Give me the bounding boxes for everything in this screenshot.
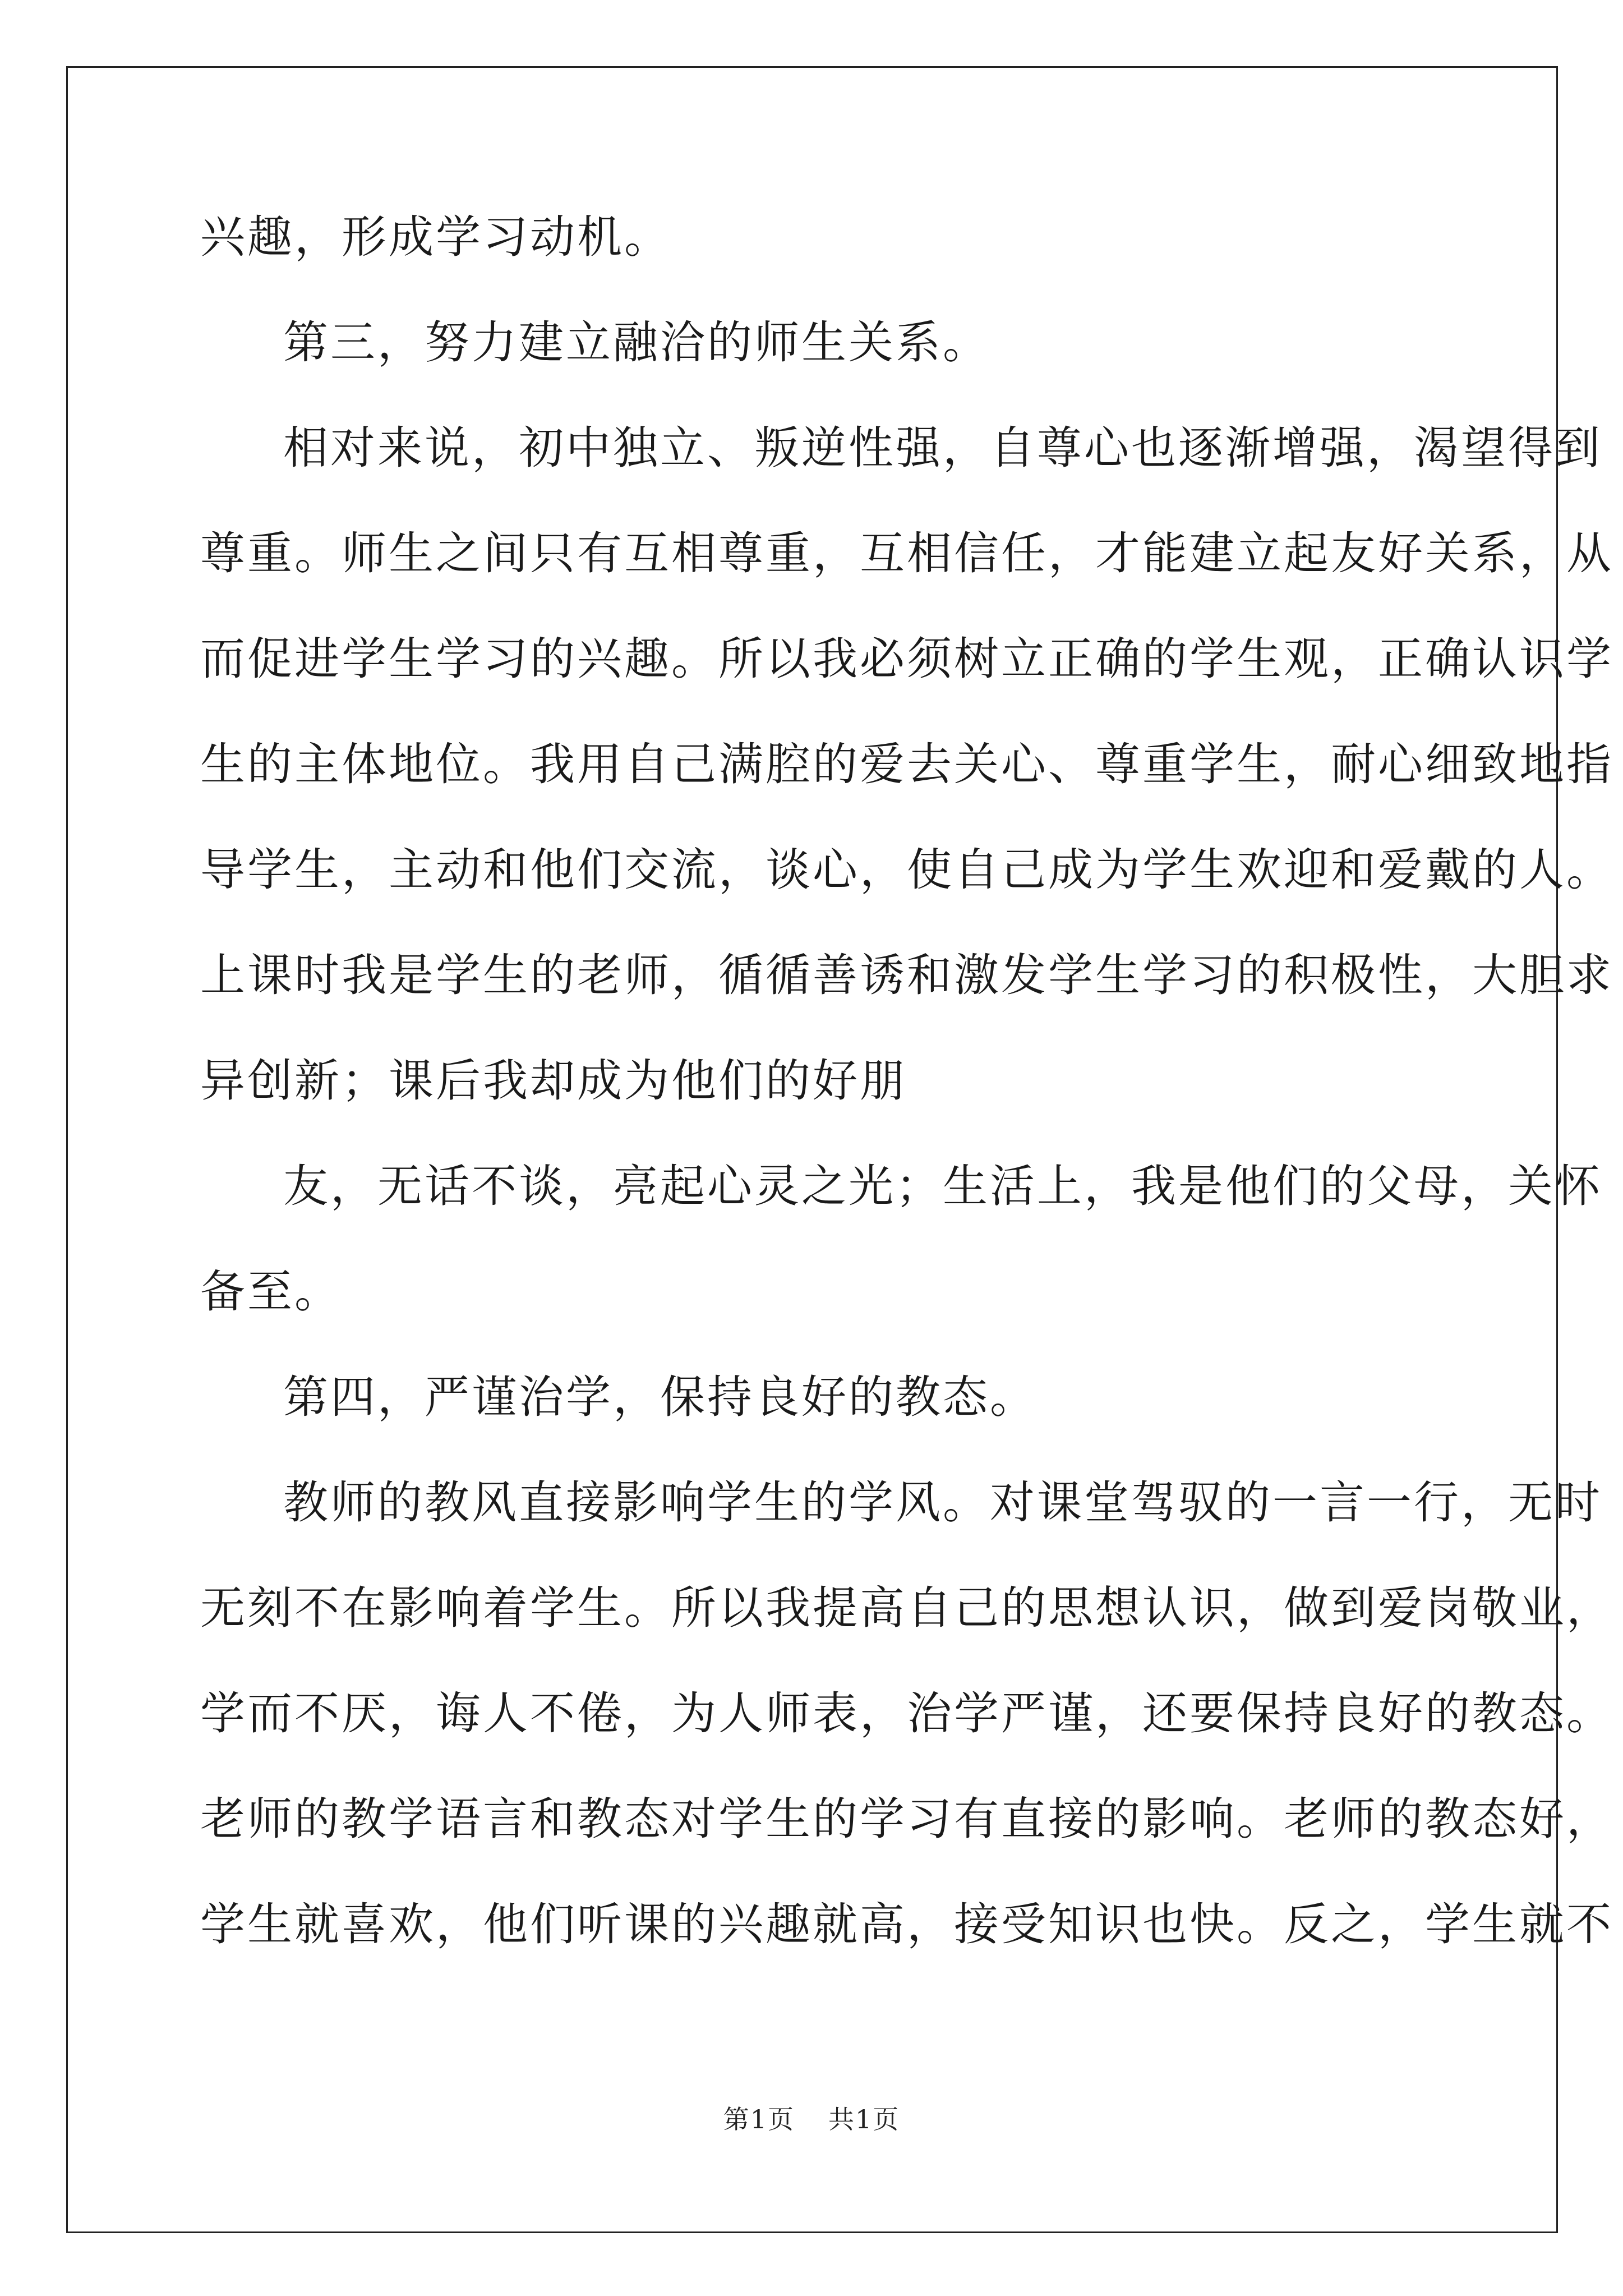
text-line: 上课时我是学生的老师，循循善诱和激发学生学习的积极性，大胆求 [200, 949, 1613, 1001]
page-number-total: 共1页 [828, 2104, 900, 2134]
text-line: 生的主体地位。我用自己满腔的爱去关心、尊重学生，耐心细致地指 [200, 738, 1613, 790]
text-line: 而促进学生学习的兴趣。所以我必须树立正确的学生观，正确认识学 [200, 633, 1613, 685]
text-line: 兴趣，形成学习动机。 [200, 211, 671, 263]
text-line: 尊重。师生之间只有互相尊重，互相信任，才能建立起友好关系，从 [200, 527, 1613, 579]
text-line: 老师的教学语言和教态对学生的学习有直接的影响。老师的教态好， [200, 1793, 1613, 1845]
text-line: 备至。 [200, 1266, 342, 1318]
page-number-current: 第1页 [723, 2104, 795, 2134]
text-line: 第三，努力建立融洽的师生关系。 [283, 316, 990, 369]
text-line: 友，无话不谈，亮起心灵之光；生活上，我是他们的父母，关怀 [283, 1160, 1602, 1212]
text-line: 异创新；课后我却成为他们的好朋 [200, 1055, 907, 1107]
page-footer [0, 2102, 1623, 2136]
text-line: 第四，严谨治学，保持良好的教态。 [283, 1371, 1037, 1423]
text-line: 无刻不在影响着学生。所以我提高自己的思想认识，做到爱岗敬业， [200, 1582, 1613, 1634]
text-line: 学生就喜欢，他们听课的兴趣就高，接受知识也快。反之，学生就不 [200, 1898, 1613, 1950]
text-line: 教师的教风直接影响学生的学风。对课堂驾驭的一言一行，无时 [283, 1476, 1602, 1529]
text-line: 相对来说，初中独立、叛逆性强，自尊心也逐渐增强，渴望得到 [283, 422, 1602, 474]
text-line: 导学生，主动和他们交流，谈心，使自己成为学生欢迎和爱戴的人。 [200, 844, 1613, 896]
text-line: 学而不厌，诲人不倦，为人师表，治学严谨，还要保持良好的教态。 [200, 1687, 1613, 1740]
